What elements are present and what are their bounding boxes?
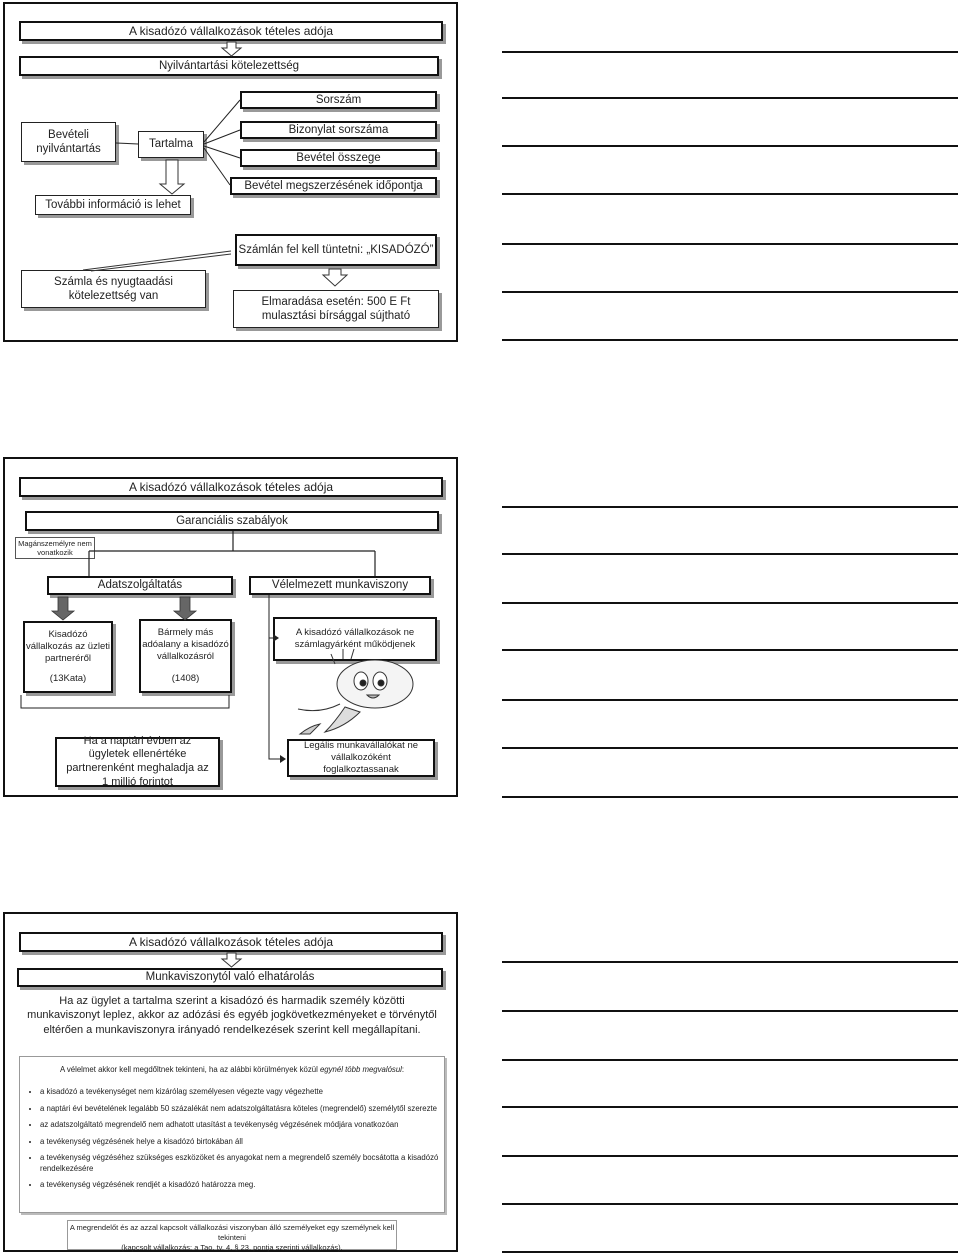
slide1-subtitle: Nyilvántartási kötelezettség [19, 56, 439, 76]
slide2-title: A kisadózó vállalkozások tételes adója [19, 477, 443, 497]
slide-3 [3, 912, 458, 1252]
conditions-intro: A vélelmet akkor kell megdőltnek tekinteni, ha az alábbi körülmények közül egynél több megvalósul: [59, 1065, 405, 1074]
slide-2 [3, 457, 458, 797]
condition-item: • a tevékenység végzésének helye a kisadózó birtokában áll [40, 1137, 440, 1148]
condition-item: • a naptári évi bevételének legalább 50 százalékát nem adatszolgáltatásra köteles (megrendelő) személytől szerezte [40, 1104, 440, 1115]
slide1-title: A kisadózó vállalkozások tételes adója [19, 21, 443, 41]
slide3-subtitle: Munkaviszonytól való elhatárolás [17, 968, 443, 987]
item-revenue-date: Bevétel megszerzésének időpontja [230, 177, 437, 195]
slide3-paragraph: Ha az ügylet a tartalma szerint a kisadózó és harmadik személy közötti munkaviszonyt leplez, akkor az adózási és egyéb jogkövetkezményeket e törvénytől eltérően a munkaviszonyra irányadó rendelkezések szerint kell megállapítani. [27, 995, 437, 1036]
invoice-note-box: Számlán fel kell tüntetni: „KISADÓZÓ” [235, 234, 437, 266]
down-arrow-icon [323, 269, 347, 286]
slide3-connectors [5, 914, 460, 1254]
slide3-title: A kisadózó vállalkozások tételes adója [19, 932, 443, 952]
data-reporting-branch: Adatszolgáltatás [47, 576, 233, 595]
item-serial: Sorszám [240, 91, 437, 109]
condition-item: • a tevékenység végzésének rendjét a kisadózó határozza meg. [40, 1180, 440, 1191]
box-1408-text: Bármely más adóalany a kisadózó vállalkozásról [142, 627, 229, 662]
box-invoice-factory: A kisadózó vállalkozások ne számlagyárként működjenek [273, 617, 437, 661]
side-note: Magánszemélyre nem vonatkozik [15, 537, 95, 559]
down-arrow-icon [174, 597, 196, 620]
down-arrow-icon [222, 42, 241, 56]
slide-1 [3, 2, 458, 342]
down-arrow-icon [222, 953, 241, 967]
condition-item: • a kisadózó a tevékenységet nem kizárólag személyesen végezte vagy végezhette [40, 1087, 440, 1098]
footer-note: A megrendelőt és az azzal kapcsolt vállalkozási viszonyban álló személyeket egy személynek kell tekinteni (kapcsolt vállalkozás: a Tao. tv. 4. § 23. pontja szerinti vállalkozás). [67, 1220, 397, 1250]
invoice-obligation-box: Számla és nyugtaadási kötelezettség van [21, 270, 206, 308]
content-box: Tartalma [138, 131, 204, 158]
revenue-register-box: Bevételi nyilvántartás [21, 122, 116, 162]
box-1408-ref: (1408) [171, 672, 200, 684]
item-revenue-amount: Bevétel összege [240, 149, 437, 167]
item-receipt-number: Bizonylat sorszáma [240, 121, 437, 139]
down-arrow-icon [52, 597, 74, 620]
penalty-box: Elmaradása esetén: 500 E Ft mulasztási bírsággal sújtható [233, 290, 439, 328]
slide2-subtitle: Garanciális szabályok [25, 511, 439, 531]
cartoon-bird-image [298, 649, 413, 734]
condition-item: • a tevékenység végzéséhez szükséges eszközöket és anyagokat nem a megrendelő személy bocsátotta a kisadózó rendelkezésére [40, 1153, 440, 1174]
slide1-connectors [5, 4, 460, 344]
right-arrow-icon [83, 251, 231, 271]
presumed-employment-branch: Vélelmezett munkaviszony [249, 576, 431, 595]
box-threshold: Ha a naptári évben az ügyletek ellenértéke partnerenként meghaladja az 1 millió forintot [55, 737, 220, 787]
more-info-box: További információ is lehet [35, 195, 191, 215]
down-arrow-icon [160, 160, 184, 194]
box-kata13-ref: (13Kata) [49, 672, 87, 684]
box-legal-employees: Legális munkavállalókat ne vállalkozóként foglalkoztassanak [287, 739, 435, 777]
condition-item: • az adatszolgáltató megrendelő nem adhatott utasítást a tevékenység végzésének módjára vonatkozóan [40, 1120, 440, 1131]
box-kata13-text: Kisadózó vállalkozás az üzleti partneréről [26, 629, 110, 664]
